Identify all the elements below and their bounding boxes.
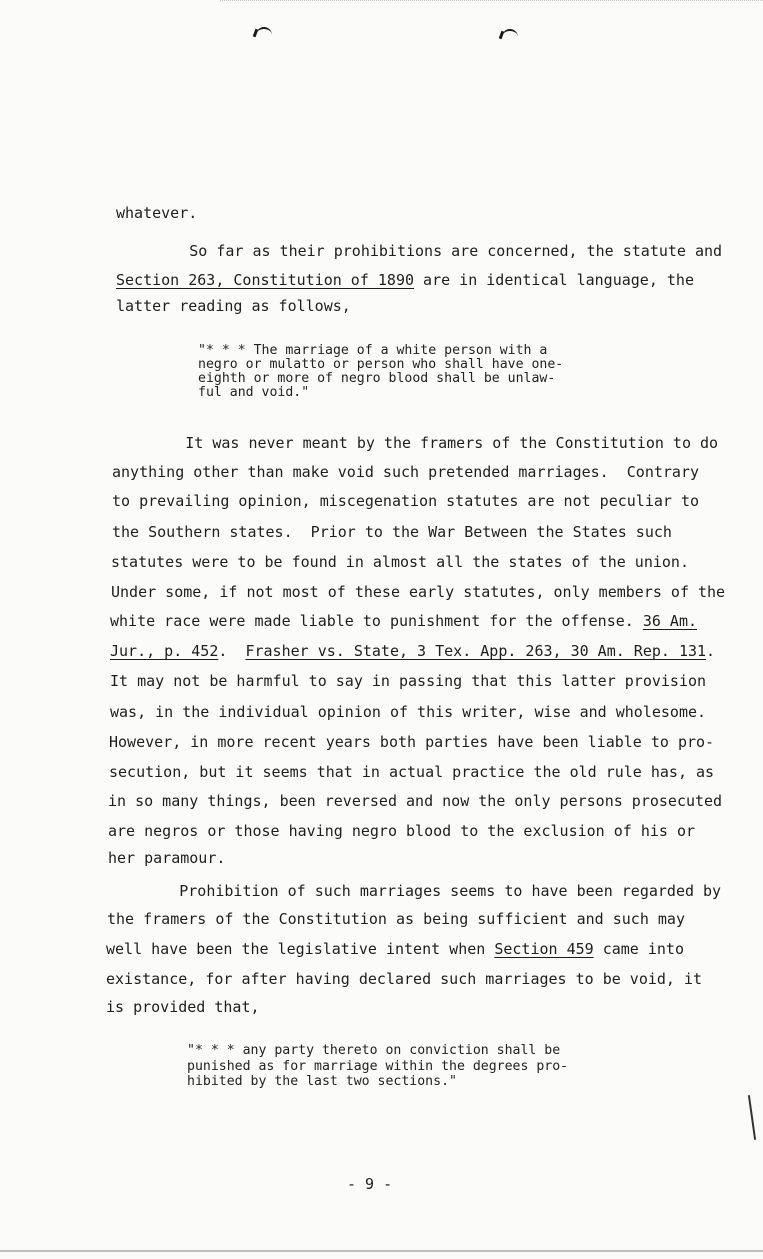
text-run: It may not be harmful to say in passing that this latter provision <box>110 672 707 690</box>
bottom-edge-rule <box>0 1250 763 1252</box>
body-text-line <box>116 204 197 222</box>
text-run: her paramour. <box>108 849 226 867</box>
top-edge-dots <box>220 0 763 2</box>
body-text-line <box>112 523 672 541</box>
body-text-line <box>107 882 721 900</box>
text-run: Prohibition of such marriages seems to have been regarded by <box>107 882 722 900</box>
body-text-line <box>110 703 706 721</box>
text-run: the Southern states. Prior to the War Between the States such <box>112 523 672 541</box>
text-run: in so many things, been reversed and now the only persons prosecuted <box>108 792 723 810</box>
body-text-line <box>112 463 699 481</box>
text-run: whatever. <box>116 204 198 222</box>
text-run: is provided that, <box>106 998 260 1016</box>
body-text-line <box>111 553 689 571</box>
text-run: well have been the legislative intent when <box>106 940 495 958</box>
citation: Section 263, Constitution of 1890 <box>116 271 415 289</box>
text-run: came into <box>593 940 684 958</box>
citation: Jur., p. 452 <box>110 642 219 660</box>
text-run: latter reading as follows, <box>116 297 351 315</box>
edge-scan-mark <box>748 1095 756 1140</box>
binder-hole-mark-left <box>256 27 272 39</box>
body-text-line <box>112 492 699 510</box>
text-run: It was never meant by the framers of the Constitution to do <box>113 434 719 452</box>
body-text-line <box>108 849 225 867</box>
citation: Section 459 <box>494 940 594 958</box>
text-run: However, in more recent years both parties have been liable to pro- <box>109 733 715 751</box>
block-quote-line: "* * * any party thereto on conviction shall be <box>187 1043 561 1058</box>
text-run: was, in the individual opinion of this writer, wise and wholesome. <box>110 703 707 721</box>
citation: Frasher vs. State, 3 Tex. App. 263, 30 Am. Rep. 131 <box>245 642 707 660</box>
text-run: . <box>706 642 716 660</box>
body-text-line <box>116 297 351 315</box>
text-run: white race were made liable to punishment for the offense. <box>110 612 643 630</box>
body-text-line <box>108 822 695 840</box>
block-quote-line: hibited by the last two sections." <box>187 1074 457 1089</box>
binder-hole-mark-right <box>502 29 518 41</box>
block-quote-line: eighth or more of negro blood shall be unlaw- <box>198 371 556 386</box>
text-run: So far as their prohibitions are concerned, the statute and <box>117 242 723 260</box>
body-text-line <box>110 672 706 690</box>
text-run: anything other than make void such pretended marriages. Contrary <box>112 463 699 481</box>
body-text-line <box>109 763 714 781</box>
text-run: are negros or those having negro blood to the exclusion of his or <box>108 822 695 840</box>
block-quote-line: ful and void." <box>198 385 310 400</box>
text-run: existance, for after having declared such marriages to be void, it <box>106 970 703 988</box>
body-text-line <box>108 792 722 810</box>
page-number: - 9 - <box>347 1175 393 1193</box>
citation: 36 Am. <box>642 612 698 630</box>
body-text-line <box>117 242 722 260</box>
body-text-line <box>109 733 714 751</box>
body-text-line <box>116 271 694 289</box>
body-text-line <box>106 970 702 988</box>
text-run: statutes were to be found in almost all the states of the union. <box>111 553 689 571</box>
text-run: Under some, if not most of these early statutes, only members of the <box>111 583 726 601</box>
text-run: to prevailing opinion, miscegenation statutes are not peculiar to <box>112 492 699 510</box>
body-text-line <box>106 998 260 1016</box>
body-text-line <box>111 583 725 601</box>
body-text-line <box>106 940 684 958</box>
body-text-line <box>113 434 718 452</box>
body-text-line <box>107 910 685 928</box>
text-run: secution, but it seems that in actual practice the old rule has, as <box>109 763 715 781</box>
text-run: . <box>218 642 246 660</box>
text-run: are in identical language, the <box>414 271 694 289</box>
block-quote-line: negro or mulatto or person who shall have one- <box>198 357 564 372</box>
body-text-line <box>110 642 715 660</box>
text-run: the framers of the Constitution as being sufficient and such may <box>107 910 685 928</box>
block-quote-line: "* * * The marriage of a white person with a <box>198 343 548 358</box>
block-quote-line: punished as for marriage within the degrees pro- <box>187 1059 569 1074</box>
body-text-line <box>110 612 697 630</box>
